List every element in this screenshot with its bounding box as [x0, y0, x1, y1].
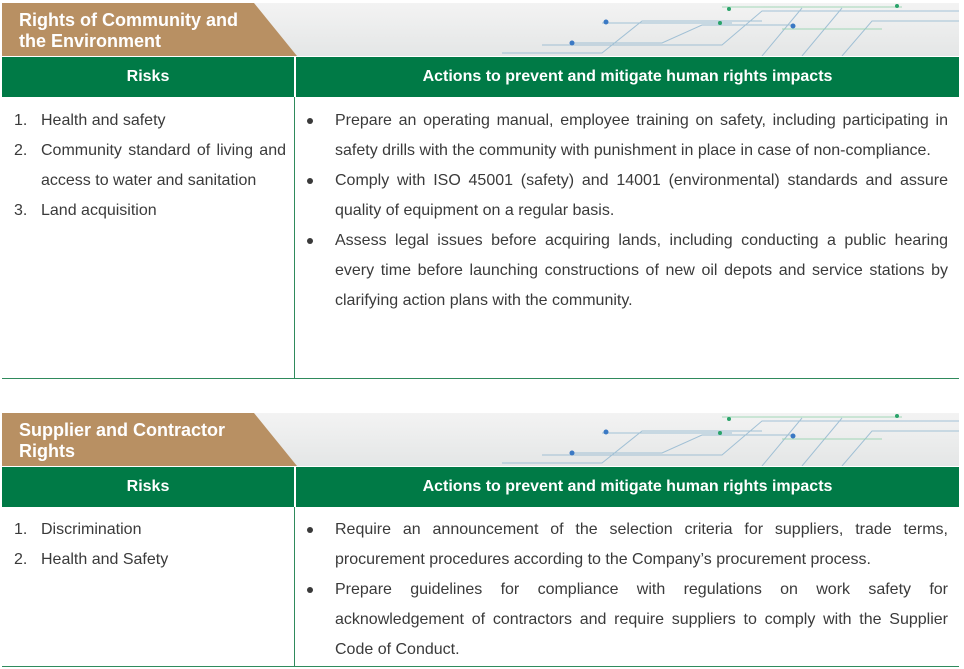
actions-list [307, 515, 948, 665]
section-banner [2, 413, 959, 466]
risks-column-header: Risks [2, 467, 294, 507]
risk-text: Community standard of living and access to water and sanitation [41, 142, 286, 189]
list-item [14, 515, 286, 545]
list-item [14, 106, 286, 136]
list-item [307, 166, 948, 226]
section-supplier-contractor [2, 413, 959, 667]
action-text: Require an announcement of the selection criteria for suppliers, trade terms, procurement procedures according to the Company’s procurement process. [335, 521, 948, 568]
section-title: Rights of Community and the Environment [19, 10, 238, 51]
bullet-icon [307, 178, 313, 184]
section-community-environment [2, 3, 959, 379]
list-number: 1. [14, 112, 28, 129]
list-item [307, 106, 948, 166]
action-text: Prepare guidelines for compliance with regulations on work safety for acknowledgement of contractors and require suppliers to comply with the Supplier Code of Conduct. [335, 581, 948, 658]
action-text: Assess legal issues before acquiring lands, including conducting a public hearing every time before launching constructions of new oil depots and service stations by clarifying action plans with the community. [335, 232, 948, 309]
section-title: Supplier and Contractor Rights [19, 420, 226, 461]
list-item [307, 575, 948, 665]
list-item [14, 136, 286, 196]
action-text: Prepare an operating manual, employee training on safety, including participating in safety drills with the community with punishment in place in case of non-compliance. [335, 112, 948, 159]
risk-text: Discrimination [41, 521, 142, 538]
list-item [14, 196, 286, 226]
actions-column-header: Actions to prevent and mitigate human rights impacts [296, 57, 959, 97]
section-banner [2, 3, 959, 56]
list-number: 1. [14, 521, 28, 538]
actions-column-header: Actions to prevent and mitigate human rights impacts [296, 467, 959, 507]
list-number: 3. [14, 202, 28, 219]
actions-list [307, 106, 948, 316]
bullet-icon [307, 118, 313, 124]
risk-text: Land acquisition [41, 202, 157, 219]
column-divider [294, 507, 295, 667]
bullet-icon [307, 238, 313, 244]
list-item [14, 545, 286, 575]
list-item [307, 515, 948, 575]
list-item [307, 226, 948, 316]
risk-text: Health and safety [41, 112, 166, 129]
list-number: 2. [14, 142, 28, 159]
risks-list [14, 515, 286, 575]
bullet-icon [307, 527, 313, 533]
bullet-icon [307, 587, 313, 593]
action-text: Comply with ISO 45001 (safety) and 14001 (environmental) standards and assure quality of equipment on a regular basis. [335, 172, 948, 219]
table-bottom-border [2, 666, 959, 667]
risk-text: Health and Safety [41, 551, 169, 568]
risks-list [14, 106, 286, 226]
risks-column-header: Risks [2, 57, 294, 97]
column-divider [294, 97, 295, 379]
table-bottom-border [2, 378, 959, 379]
list-number: 2. [14, 551, 28, 568]
